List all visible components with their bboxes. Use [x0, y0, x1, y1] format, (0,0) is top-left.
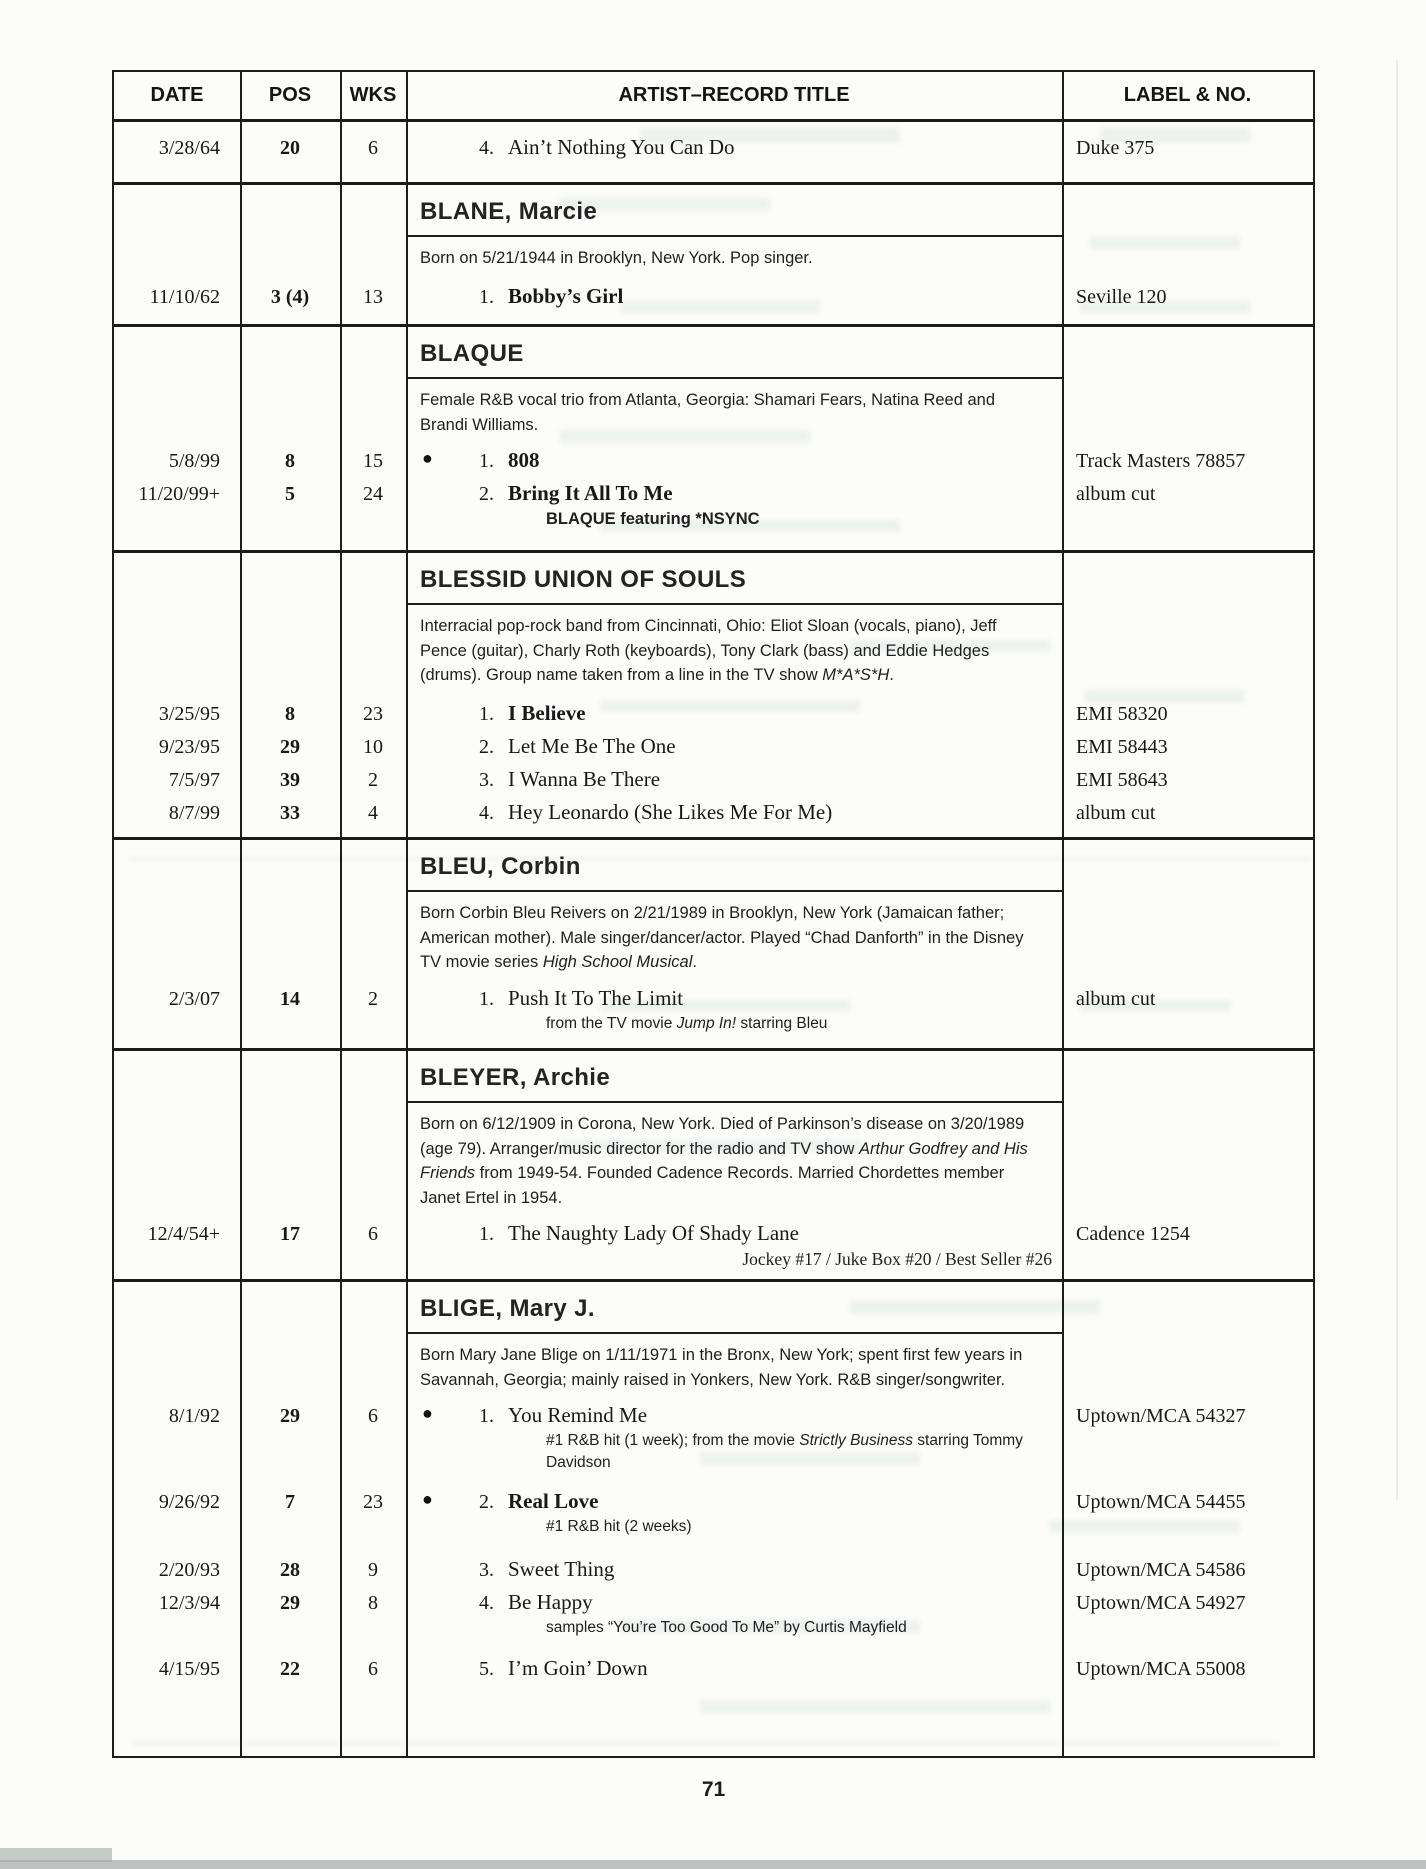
song-title: Bobby’s Girl [508, 283, 624, 308]
artist-bio: Born on 6/12/1909 in Corona, New York. Died of Parkinson’s disease on 3/20/1989 (age 79). Arranger/music director for the radio and TV show Arthur Godfrey and His Friends from 1949-54. Founded Cadence Records. Married Chordettes member Janet Ertel in 1954. [420, 1115, 1028, 1207]
track-number: 1. [479, 450, 494, 472]
header-wks: WKS [349, 84, 397, 106]
date-cell: 7/5/97 [168, 768, 220, 791]
weeks-cell: 6 [368, 1223, 378, 1245]
title-cell [406, 134, 1062, 161]
title-cell [406, 799, 1062, 826]
table-header-row [114, 72, 1313, 122]
track-number: 5. [479, 1658, 494, 1680]
gold-record-icon: ● [422, 448, 433, 468]
peak-pos-cell: 7 [285, 1491, 295, 1513]
track-number: 1. [479, 987, 494, 1010]
peak-pos-cell: 29 [280, 1592, 300, 1614]
date-cell: 3/28/64 [158, 137, 220, 159]
artist-bio: Female R&B vocal trio from Atlanta, Georgia: Shamari Fears, Natina Reed and Brandi Williams. [420, 391, 996, 434]
record-label-cell: Cadence 1254 [1076, 1223, 1190, 1245]
title-cell [406, 700, 1062, 727]
record-label-cell: Uptown/MCA 54927 [1076, 1592, 1246, 1614]
artist-header [406, 1051, 1062, 1103]
song-title: Bring It All To Me [508, 481, 673, 505]
track-number: 4. [479, 137, 494, 159]
section-blane [114, 182, 1313, 324]
artist-bio: Born on 5/21/1944 in Brooklyn, New York. Pop singer. [420, 249, 813, 267]
peak-pos-cell: 3 (4) [270, 285, 310, 308]
track-number: 2. [479, 1491, 494, 1513]
song-row [114, 134, 1313, 161]
track-number: 4. [479, 801, 494, 824]
peak-pos-cell: 5 [285, 483, 295, 505]
track-number: 4. [479, 1592, 494, 1614]
title-cell [406, 283, 1062, 310]
date-cell: 9/23/95 [158, 735, 220, 758]
weeks-cell: 10 [363, 735, 383, 758]
artist-header [406, 840, 1062, 892]
record-label-cell: Uptown/MCA 55008 [1076, 1658, 1246, 1680]
date-cell: 2/20/93 [158, 1559, 220, 1581]
chart-breakdown-note: Jockey #17 / Juke Box #20 / Best Seller #26 [742, 1249, 1052, 1269]
date-cell: 4/15/95 [158, 1658, 220, 1680]
weeks-cell: 23 [363, 702, 383, 725]
track-number: 1. [479, 285, 494, 308]
record-label-cell: Uptown/MCA 54455 [1076, 1491, 1246, 1513]
song-title: Push It To The Limit [508, 985, 684, 1010]
song-title: I’m Goin’ Down [508, 1656, 648, 1680]
song-note: samples “You’re Too Good To Me” by Curtis Mayfield [546, 1619, 907, 1636]
song-title: Sweet Thing [508, 1557, 615, 1581]
peak-pos-cell: 29 [280, 735, 300, 758]
date-cell: 11/20/99+ [138, 483, 220, 505]
section-blaque [114, 324, 1313, 550]
artist-name: BLANE, Marcie [420, 198, 598, 225]
date-cell: 12/3/94 [158, 1592, 220, 1614]
artist-header [406, 327, 1062, 379]
date-cell: 11/10/62 [149, 285, 220, 308]
weeks-cell: 6 [368, 1405, 378, 1427]
date-cell: 2/3/07 [168, 987, 220, 1010]
song-row [114, 733, 1313, 760]
song-title: Hey Leonardo (She Likes Me For Me) [508, 799, 833, 824]
record-label-cell: album cut [1076, 801, 1156, 824]
date-cell: 3/25/95 [158, 702, 220, 725]
peak-pos-cell: 22 [280, 1658, 300, 1680]
song-title: Let Me Be The One [508, 733, 676, 758]
weeks-cell: 24 [363, 483, 383, 505]
record-label-cell: Uptown/MCA 54327 [1076, 1405, 1246, 1427]
song-row [114, 1402, 1313, 1429]
chart-table [112, 70, 1315, 1758]
peak-pos-cell: 8 [285, 450, 295, 472]
track-number: 1. [479, 1223, 494, 1245]
record-label-cell: album cut [1076, 987, 1156, 1010]
song-title: Real Love [508, 1489, 599, 1513]
gold-record-icon: ● [422, 1403, 433, 1423]
record-label-cell: EMI 58443 [1076, 735, 1168, 758]
title-cell [406, 1589, 1062, 1616]
record-label-cell: Seville 120 [1076, 285, 1167, 308]
title-cell [406, 1488, 1062, 1515]
header-pos: POS [268, 84, 312, 106]
section-bleyer-archie [114, 1048, 1313, 1279]
artist-name: BLIGE, Mary J. [420, 1295, 595, 1322]
record-label-cell: album cut [1076, 483, 1156, 505]
date-cell: 12/4/54+ [147, 1223, 220, 1245]
record-label-cell: EMI 58320 [1076, 702, 1168, 725]
gold-record-icon: ● [422, 1489, 433, 1509]
title-cell [406, 985, 1062, 1012]
track-number: 2. [479, 483, 494, 505]
artist-header [406, 1282, 1062, 1334]
record-label-cell: Duke 375 [1076, 137, 1155, 159]
artist-bio: Interracial pop-rock band from Cincinnati, Ohio: Eliot Sloan (vocals, piano), Jeff Pence (guitar), Charly Roth (keyboards), Tony Clark (bass) and Eddie Hedges (drums). Group name taken from a line in the TV show M*A*S*H. [420, 617, 997, 684]
title-cell [406, 1402, 1062, 1429]
artist-bio: Born Corbin Bleu Reivers on 2/21/1989 in Brooklyn, New York (Jamaican father; American mother). Male singer/dancer/actor. Played “Chad Danforth” in the Disney TV movie series High School Musical. [420, 904, 1024, 971]
track-number: 3. [479, 768, 494, 791]
section-continuation [114, 122, 1313, 182]
song-note: from the TV movie Jump In! starring Bleu [546, 1014, 828, 1032]
header-date: DATE [150, 84, 204, 106]
weeks-cell: 13 [363, 285, 383, 308]
song-title: You Remind Me [508, 1403, 648, 1427]
artist-name: BLEYER, Archie [420, 1064, 611, 1091]
song-row [114, 985, 1313, 1012]
artist-name: BLEU, Corbin [420, 853, 581, 880]
section-blige-mary-j [114, 1279, 1313, 1755]
artist-header [406, 553, 1062, 605]
weeks-cell: 9 [368, 1559, 378, 1581]
song-title: I Believe [508, 700, 586, 725]
song-note: #1 R&B hit (1 week); from the movie Strictly Business starring Tommy Davidson [546, 1432, 1023, 1471]
weeks-cell: 15 [363, 450, 383, 472]
title-cell [406, 1220, 1062, 1247]
peak-pos-cell: 20 [280, 137, 300, 159]
song-row [114, 1556, 1313, 1583]
peak-pos-cell: 39 [280, 768, 300, 791]
header-label-no: LABEL & NO. [1123, 84, 1252, 106]
song-row [114, 1655, 1313, 1682]
song-row [114, 283, 1313, 310]
song-row [114, 447, 1313, 474]
track-number: 2. [479, 735, 494, 758]
artist-name: BLAQUE [420, 340, 524, 367]
peak-pos-cell: 14 [280, 987, 300, 1010]
song-title: Be Happy [508, 1590, 593, 1614]
section-bleu-corbin [114, 837, 1313, 1048]
section-blessid-union-of-souls [114, 550, 1313, 837]
record-label-cell: Track Masters 78857 [1076, 450, 1246, 472]
weeks-cell: 23 [363, 1491, 383, 1513]
song-row [114, 799, 1313, 826]
song-title: Ain’t Nothing You Can Do [508, 135, 735, 159]
song-title: The Naughty Lady Of Shady Lane [508, 1221, 799, 1245]
header-artist-record-title: ARTIST–RECORD TITLE [618, 84, 850, 106]
track-number: 1. [479, 702, 494, 725]
date-cell: 9/26/92 [158, 1491, 220, 1513]
record-label-cell: Uptown/MCA 54586 [1076, 1559, 1246, 1581]
track-number: 1. [479, 1405, 494, 1427]
artist-name: BLESSID UNION OF SOULS [420, 566, 747, 593]
weeks-cell: 4 [368, 801, 378, 824]
featuring-credit: BLAQUE featuring *NSYNC [546, 510, 760, 528]
artist-header [406, 185, 1062, 237]
date-cell: 8/7/99 [168, 801, 220, 824]
peak-pos-cell: 28 [280, 1559, 300, 1581]
peak-pos-cell: 33 [280, 801, 300, 824]
weeks-cell: 8 [368, 1592, 378, 1614]
record-label-cell: EMI 58643 [1076, 768, 1168, 791]
date-cell: 5/8/99 [168, 450, 220, 472]
weeks-cell: 2 [368, 768, 378, 791]
song-row [114, 700, 1313, 727]
date-cell: 8/1/92 [168, 1405, 220, 1427]
song-row [114, 766, 1313, 793]
peak-pos-cell: 17 [280, 1223, 300, 1245]
song-title: 808 [508, 448, 540, 472]
song-note: #1 R&B hit (2 weeks) [546, 1518, 692, 1535]
track-number: 3. [479, 1559, 494, 1581]
song-row [114, 1488, 1313, 1515]
title-cell [406, 1655, 1062, 1682]
song-row [114, 1220, 1313, 1247]
song-title: I Wanna Be There [508, 766, 661, 791]
title-cell [406, 480, 1062, 507]
peak-pos-cell: 8 [285, 702, 295, 725]
title-cell [406, 733, 1062, 760]
artist-bio: Born Mary Jane Blige on 1/11/1971 in the Bronx, New York; spent first few years in Savannah, Georgia; mainly raised in Yonkers, New York. R&B singer/songwriter. [420, 1346, 1023, 1389]
weeks-cell: 6 [368, 137, 378, 159]
title-cell [406, 1556, 1062, 1583]
weeks-cell: 6 [368, 1658, 378, 1680]
song-row [114, 480, 1313, 507]
weeks-cell: 2 [368, 987, 378, 1010]
peak-pos-cell: 29 [280, 1405, 300, 1427]
page-number: 71 [701, 1778, 726, 1801]
title-cell [406, 447, 1062, 474]
title-cell [406, 766, 1062, 793]
song-row [114, 1589, 1313, 1616]
